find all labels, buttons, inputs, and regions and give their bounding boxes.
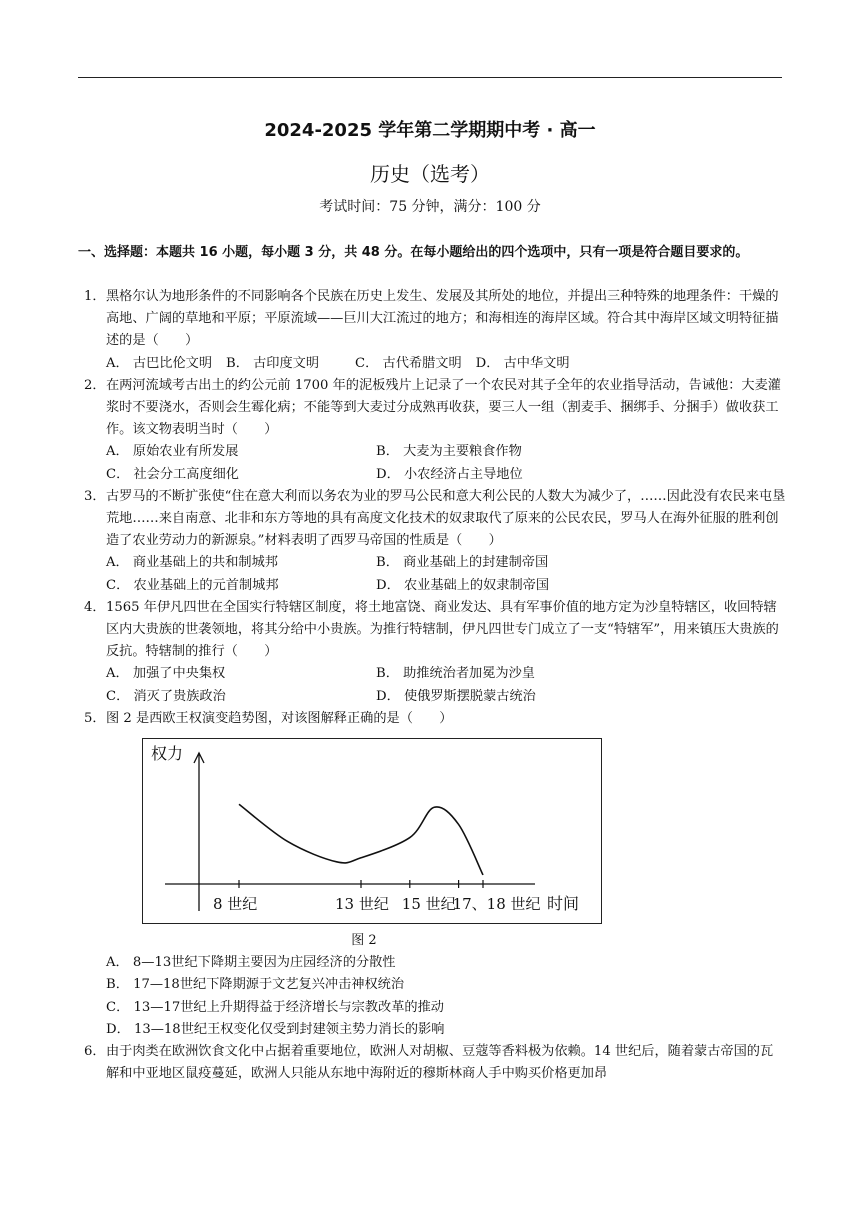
option-c[interactable]: C． 消灭了贵族政治 — [106, 688, 226, 704]
y-axis-label: 权力 — [151, 744, 184, 764]
question-list — [84, 286, 786, 1085]
option-c[interactable]: C． 农业基础上的元首制城邦 — [106, 577, 279, 593]
option-b[interactable]: B． 商业基础上的封建制帝国 — [376, 555, 549, 571]
option-a[interactable]: A． 古巴比伦文明 — [106, 355, 213, 371]
question-number: 4． — [84, 599, 106, 615]
x-tick-label: 13 世纪 — [335, 895, 389, 914]
question-text: 由于肉类在欧洲饮食文化中占据着重要地位，欧洲人对胡椒、豆蔻等香料极为依赖。14 世纪后，随着蒙古帝国的瓦解和中亚地区鼠疫蔓延，欧洲人只能从东地中海附近的穆斯林商人手中购买价格更加昂 — [106, 1044, 774, 1082]
question-6 — [84, 1041, 786, 1085]
question-number: 2． — [84, 377, 106, 393]
option-c[interactable]: C． 社会分工高度细化 — [106, 466, 239, 482]
question-1 — [84, 286, 786, 353]
question-number: 6． — [84, 1044, 106, 1060]
option-d[interactable]: D． 古中华文明 — [475, 355, 570, 371]
option-a[interactable]: A． 加强了中央集权 — [106, 666, 226, 682]
question-4-options — [84, 663, 786, 707]
x-tick-label: 17、18 世纪 — [452, 895, 541, 914]
option-a[interactable]: A． 原始农业有所发展 — [106, 444, 239, 460]
option-d[interactable]: D． 农业基础上的奴隶制帝国 — [376, 577, 550, 593]
question-text: 1565 年伊凡四世在全国实行特辖区制度，将土地富饶、商业发达、具有军事价值的地方定为沙皇特辖区，收回特辖区内大贵族的世袭领地，将其分给中小贵族。为推行特辖制，伊凡四世专门成立了一支“特辖军”，用来镇压大贵族的反抗。特辖制的推行（ ） — [106, 599, 779, 660]
question-text: 黑格尔认为地形条件的不同影响各个民族在历史上发生、发展及其所处的地位，并提出三种特殊的地理条件：干燥的高地、广阔的草地和平原；平原流域——巨川大江流过的地方；和海相连的海岸区域。符合其中海岸区域文明特征描述的是（ ） — [106, 289, 779, 349]
question-number: 5． — [84, 710, 106, 726]
option-b[interactable]: B． 助推统治者加冕为沙皇 — [376, 666, 535, 682]
x-tick-label: 8 世纪 — [213, 895, 258, 914]
question-5 — [84, 708, 786, 730]
question-3-options — [84, 552, 786, 596]
question-text: 古罗马的不断扩张使“住在意大利而以务农为业的罗马公民和意大利公民的人数大为减少了，……因此没有农民来屯垦荒地……来自南意、北非和东方等地的具有高度文化技术的奴隶取代了原来的公民农民，罗马人在海外征服的胜利创造了农业劳动力的新源泉。”材料表明了西罗马帝国的性质是（ ） — [106, 488, 786, 549]
figure-caption: 图 2 — [351, 933, 377, 949]
question-4 — [84, 597, 786, 664]
option-d[interactable]: D． 小农经济占主导地位 — [376, 466, 523, 482]
option-b[interactable]: B． 古印度文明 — [226, 355, 320, 371]
question-number: 1． — [84, 289, 106, 304]
question-2 — [84, 375, 786, 442]
option-d[interactable]: D． 13—18世纪王权变化仅受到封建领主势力消长的影响 — [106, 1021, 445, 1037]
option-d[interactable]: D． 使俄罗斯摆脱蒙古统治 — [376, 688, 536, 704]
question-3 — [84, 486, 786, 553]
x-axis-label: 时间 — [547, 894, 580, 914]
question-2-options — [84, 441, 786, 485]
exam-title: 2024-2025 学年第二学期期中考 · 高一 — [264, 120, 596, 141]
question-text: 在两河流域考古出土的约公元前 1700 年的泥板残片上记录了一个农民对其子全年的农业指导活动，告诫他：大麦灌浆时不要浇水，否则会生霉化病；不能等到大麦过分成熟再收获，要三人一组（割麦手、捆绑手、分捆手）做收获工作。该文物表明当时（ ） — [106, 377, 781, 438]
option-c[interactable]: C． 古代希腊文明 — [355, 355, 462, 371]
x-tick-label: 15 世纪 — [401, 895, 456, 914]
power-trend-chart — [142, 738, 602, 924]
exam-info: 考试时间：75 分钟，满分：100 分 — [319, 199, 541, 215]
option-b[interactable]: B． 17—18世纪下降期源于文艺复兴冲击神权统治 — [106, 977, 405, 993]
option-c[interactable]: C． 13—17世纪上升期得益于经济增长与宗教改革的推动 — [106, 999, 444, 1015]
exam-subject: 历史（选考） — [370, 162, 490, 186]
series-line-power — [239, 804, 483, 875]
question-1-options — [84, 353, 786, 375]
option-a[interactable]: A． 商业基础上的共和制城邦 — [106, 555, 278, 571]
header-rule — [78, 77, 782, 78]
question-text: 图 2 是西欧王权演变趋势图，对该图解释正确的是（ ） — [106, 710, 453, 726]
question-number: 3． — [84, 488, 106, 504]
chart-canvas — [143, 739, 601, 923]
section-heading: 一、选择题：本题共 16 小题，每小题 3 分，共 48 分。在每小题给出的四个选项中，只有一项是符合题目要求的。 — [78, 245, 749, 260]
option-a[interactable]: A． 8—13世纪下降期主要因为庄园经济的分散性 — [106, 955, 396, 971]
question-5-options — [84, 952, 786, 1041]
option-b[interactable]: B． 大麦为主要粮食作物 — [376, 444, 522, 460]
